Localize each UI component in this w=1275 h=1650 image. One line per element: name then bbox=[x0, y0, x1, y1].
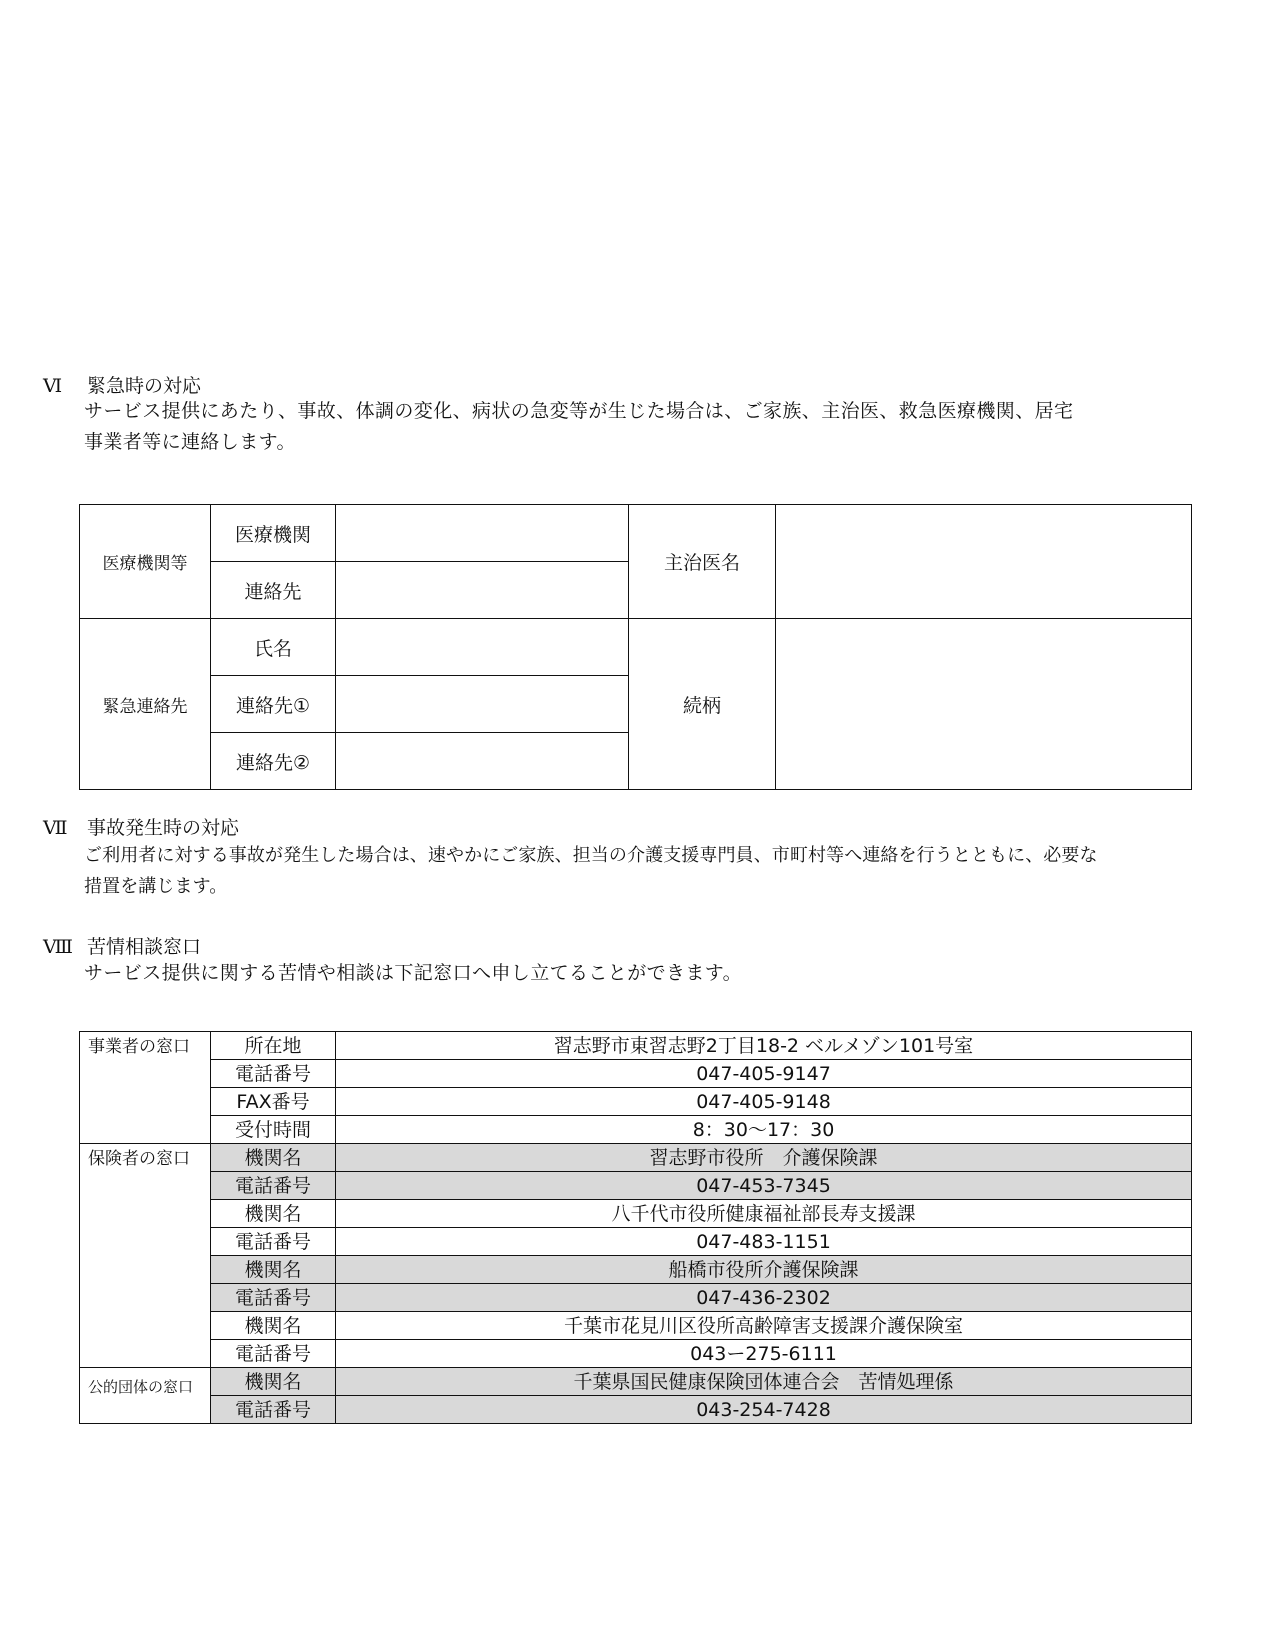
row-value: 047-405-9147 bbox=[336, 1060, 1192, 1088]
table-row bbox=[80, 1088, 1192, 1116]
contact-2-label: 連絡先② bbox=[211, 733, 336, 790]
section-7-number: Ⅶ bbox=[43, 817, 68, 839]
row-value: 047-483-1151 bbox=[336, 1228, 1192, 1256]
row-label: 受付時間 bbox=[211, 1116, 336, 1144]
row-value: 千葉市花見川区役所高齢障害支援課介護保険室 bbox=[336, 1312, 1192, 1340]
row-value: 習志野市東習志野2丁目18-2 ベルメゾン101号室 bbox=[336, 1032, 1192, 1060]
row-label: 機関名 bbox=[211, 1144, 336, 1172]
row-value: 船橋市役所介護保険課 bbox=[336, 1256, 1192, 1284]
row-label: 電話番号 bbox=[211, 1172, 336, 1200]
row-value: 047-436-2302 bbox=[336, 1284, 1192, 1312]
public-body-window-label: 公的団体の窓口 bbox=[80, 1368, 211, 1424]
contact-1-label: 連絡先① bbox=[211, 676, 336, 733]
row-label: FAX番号 bbox=[211, 1088, 336, 1116]
section-7-line-2: 措置を講じます。 bbox=[84, 876, 228, 897]
table-row bbox=[80, 1340, 1192, 1368]
row-value: 千葉県国民健康保険団体連合会 苦情処理係 bbox=[336, 1368, 1192, 1396]
table-row bbox=[80, 1144, 1192, 1172]
section-8-title: 苦情相談窓口 bbox=[87, 936, 202, 958]
table-row bbox=[80, 1396, 1192, 1424]
section-6-line-2: 事業者等に連絡します。 bbox=[84, 431, 296, 453]
row-label: 機関名 bbox=[211, 1368, 336, 1396]
medical-contact-field[interactable] bbox=[336, 562, 629, 619]
table-row bbox=[80, 1228, 1192, 1256]
medical-institution-field[interactable] bbox=[336, 505, 629, 562]
section-8-line-1: サービス提供に関する苦情や相談は下記窓口へ申し立てることができます。 bbox=[84, 962, 743, 984]
medical-institution-label: 医療機関 bbox=[211, 505, 336, 562]
row-value: 043ー275-6111 bbox=[336, 1340, 1192, 1368]
section-8-heading bbox=[43, 935, 201, 959]
table-row bbox=[80, 1060, 1192, 1088]
section-6-text bbox=[84, 396, 1214, 458]
contact-1-field[interactable] bbox=[336, 676, 629, 733]
medical-group-label: 医療機関等 bbox=[80, 505, 211, 619]
row-label: 電話番号 bbox=[211, 1396, 336, 1424]
row-label: 機関名 bbox=[211, 1312, 336, 1340]
row-label: 所在地 bbox=[211, 1032, 336, 1060]
section-6-title: 緊急時の対応 bbox=[87, 375, 202, 397]
table-row bbox=[80, 1172, 1192, 1200]
row-label: 電話番号 bbox=[211, 1228, 336, 1256]
section-6-heading bbox=[43, 374, 201, 398]
row-label: 電話番号 bbox=[211, 1060, 336, 1088]
section-7-line-1: ご利用者に対する事故が発生した場合は、速やかにご家族、担当の介護支援専門員、市町村等へ連絡を行うとともに、必要な bbox=[84, 845, 1098, 866]
emergency-contact-table bbox=[79, 504, 1192, 790]
doctor-name-field[interactable] bbox=[776, 505, 1192, 619]
table-row bbox=[80, 1032, 1192, 1060]
table-row bbox=[80, 1312, 1192, 1340]
name-label: 氏名 bbox=[211, 619, 336, 676]
name-field[interactable] bbox=[336, 619, 629, 676]
row-value: 8：30～17：30 bbox=[336, 1116, 1192, 1144]
emergency-group-label: 緊急連絡先 bbox=[80, 619, 211, 790]
row-label: 機関名 bbox=[211, 1256, 336, 1284]
row-value: 043-254-7428 bbox=[336, 1396, 1192, 1424]
row-label: 電話番号 bbox=[211, 1340, 336, 1368]
section-8-number: Ⅷ bbox=[43, 936, 73, 958]
relationship-field[interactable] bbox=[776, 619, 1192, 790]
section-7-text bbox=[84, 840, 1214, 902]
doctor-name-label: 主治医名 bbox=[629, 505, 776, 619]
medical-contact-label: 連絡先 bbox=[211, 562, 336, 619]
section-7-heading bbox=[43, 816, 239, 840]
contact-2-field[interactable] bbox=[336, 733, 629, 790]
table-row bbox=[80, 1368, 1192, 1396]
business-window-label: 事業者の窓口 bbox=[80, 1032, 211, 1144]
row-value: 047-453-7345 bbox=[336, 1172, 1192, 1200]
complaint-window-table bbox=[79, 1031, 1192, 1424]
section-6-line-1: サービス提供にあたり、事故、体調の変化、病状の急変等が生じた場合は、ご家族、主治医、救急医療機関、居宅 bbox=[84, 400, 1074, 422]
row-value: 八千代市役所健康福祉部長寿支援課 bbox=[336, 1200, 1192, 1228]
table-row bbox=[80, 1256, 1192, 1284]
insurer-window-label: 保険者の窓口 bbox=[80, 1144, 211, 1368]
table-row bbox=[80, 1284, 1192, 1312]
row-label: 機関名 bbox=[211, 1200, 336, 1228]
table-row bbox=[80, 1116, 1192, 1144]
relationship-label: 続柄 bbox=[629, 619, 776, 790]
table-row bbox=[80, 1200, 1192, 1228]
row-label: 電話番号 bbox=[211, 1284, 336, 1312]
section-8-text bbox=[84, 958, 1214, 989]
section-6-number: Ⅵ bbox=[43, 375, 63, 397]
section-7-title: 事故発生時の対応 bbox=[87, 817, 240, 839]
row-value: 習志野市役所 介護保険課 bbox=[336, 1144, 1192, 1172]
row-value: 047-405-9148 bbox=[336, 1088, 1192, 1116]
